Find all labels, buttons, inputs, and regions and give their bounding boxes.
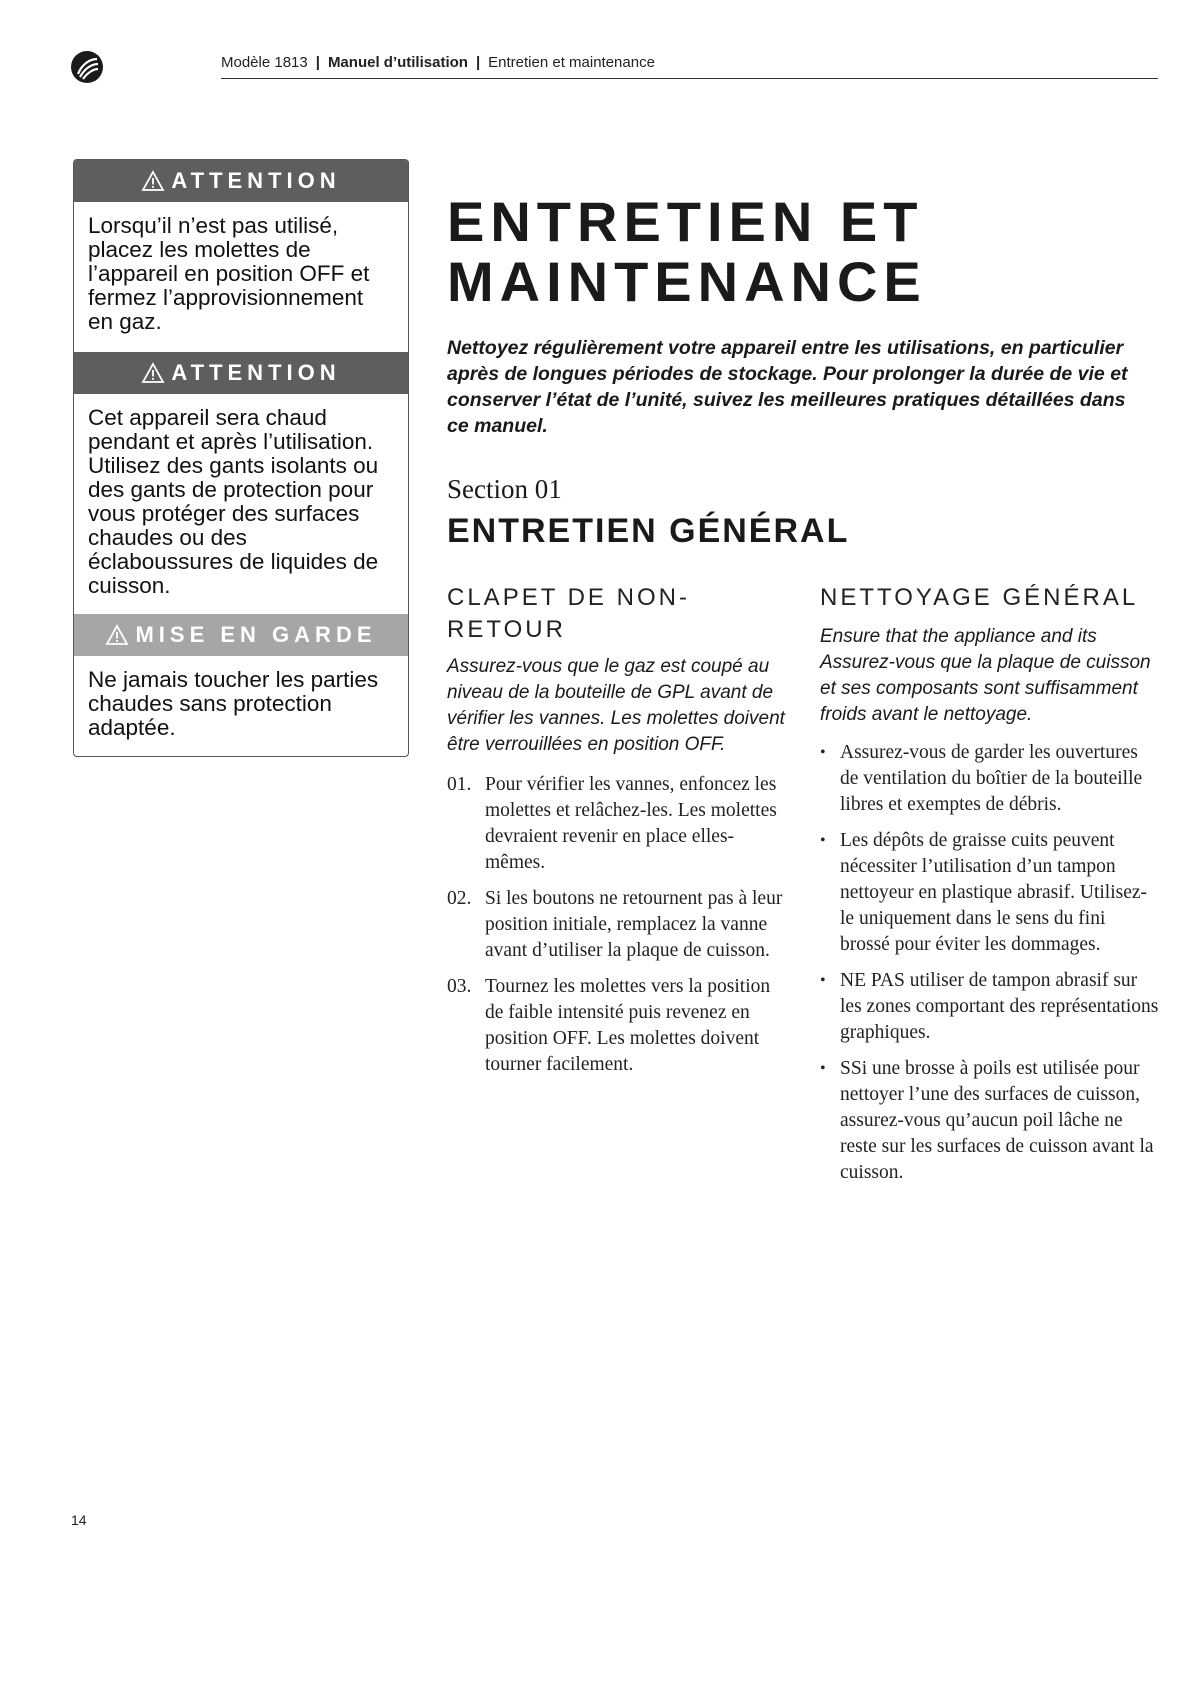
caution-bar <box>74 614 408 656</box>
page-title <box>447 192 1167 312</box>
step-text: Si les boutons ne retournent pas à leur position initiale, remplacez la vanne avant d’utiliser la plaque de cuisson. <box>485 888 783 961</box>
step-number: 01. <box>447 774 472 795</box>
general-cleaning-column <box>820 582 1160 1196</box>
warnings-box <box>73 159 409 757</box>
check-valve-heading-line: RETOUR <box>447 616 566 643</box>
list-item: • NE PAS utiliser de tampon abrasif sur les zones comportant des représentations graphiques. <box>820 968 1160 1046</box>
list-item <box>447 974 787 1078</box>
warning-triangle-icon <box>105 624 129 646</box>
caution-label: MISE EN GARDE <box>135 622 377 647</box>
running-header <box>221 54 1158 79</box>
check-valve-heading <box>447 582 787 646</box>
section-title: ENTRETIEN GÉNÉRAL <box>447 512 850 550</box>
warning-bar <box>74 160 408 202</box>
check-valve-heading-line: CLAPET DE NON- <box>447 584 690 611</box>
step-number: 03. <box>447 976 472 997</box>
list-item: • Les dépôts de graisse cuits peuvent nécessiter l’utilisation d’un tampon nettoyeur en plastique abrasif. Utilisez-le uniquement dans le sens du fini brossé pour éviter les dommages. <box>820 828 1160 958</box>
header-section: Entretien et maintenance <box>488 54 655 71</box>
intro-paragraph: Nettoyez régulièrement votre appareil entre les utilisations, en particulier après de longues périodes de stockage. Pour prolonger la durée de vie et conserver l’état de l’unité, suivez les meilleures pratiques détaillées dans ce manuel. <box>447 337 1128 437</box>
warning-bar <box>74 352 408 394</box>
check-valve-steps <box>447 772 787 1078</box>
header-model: Modèle 1813 <box>221 54 308 71</box>
warning-triangle-icon <box>141 362 165 384</box>
caution-text: Ne jamais toucher les parties chaudes sans protection adaptée. <box>88 667 379 740</box>
header-separator: | <box>315 54 320 71</box>
page-title-line: MAINTENANCE <box>447 250 927 313</box>
general-cleaning-lead: Ensure that the appliance and its Assurez-vous que la plaque de cuisson et ses composants sont suffisamment froids avant le nettoyage. <box>820 626 1151 725</box>
list-item: • Assurez-vous de garder les ouvertures de ventilation du boîtier de la bouteille libres et exemptes de débris. <box>820 740 1160 818</box>
list-item <box>447 886 787 964</box>
page-number: 14 <box>71 1512 87 1528</box>
warning-text: Lorsqu’il n’est pas utilisé, placez les molettes de l’appareil en position OFF et fermez l’approvisionnement en gaz. <box>88 213 370 334</box>
general-cleaning-heading: NETTOYAGE GÉNÉRAL <box>820 584 1139 611</box>
list-item: • SSi une brosse à poils est utilisée pour nettoyer l’une des surfaces de cuisson, assurez-vous qu’aucun poil lâche ne reste sur les surfaces de cuisson avant la cuisson. <box>820 1056 1160 1186</box>
list-item <box>447 772 787 876</box>
header-separator: | <box>475 54 481 71</box>
check-valve-lead: Assurez-vous que le gaz est coupé au niveau de la bouteille de GPL avant de vérifier les vannes. Les molettes doivent être verrouillées en position OFF. <box>447 656 785 755</box>
section-number: Section 01 <box>447 474 562 504</box>
step-number: 02. <box>447 888 472 909</box>
step-text: Pour vérifier les vannes, enfoncez les molettes et relâchez-les. Les molettes devraient revenir en place elles-mêmes. <box>485 774 777 873</box>
warning-label: ATTENTION <box>171 168 341 193</box>
warning-text: Cet appareil sera chaud pendant et après l’utilisation. Utilisez des gants isolants ou des gants de protection pour vous protéger des surfaces chaudes ou des éclaboussures de liquides de cuisson. <box>88 405 379 598</box>
brand-logo-icon <box>70 50 104 84</box>
step-text: Tournez les molettes vers la position de faible intensité puis revenez en position OFF. Les molettes doivent tourner facilement. <box>485 976 771 1075</box>
general-cleaning-bullets <box>820 740 1160 1186</box>
warning-triangle-icon <box>141 170 165 192</box>
page-title-line: ENTRETIEN ET <box>447 190 924 253</box>
header-manual: Manuel d’utilisation <box>327 54 468 71</box>
warning-label: ATTENTION <box>171 360 341 385</box>
check-valve-column <box>447 582 787 1088</box>
